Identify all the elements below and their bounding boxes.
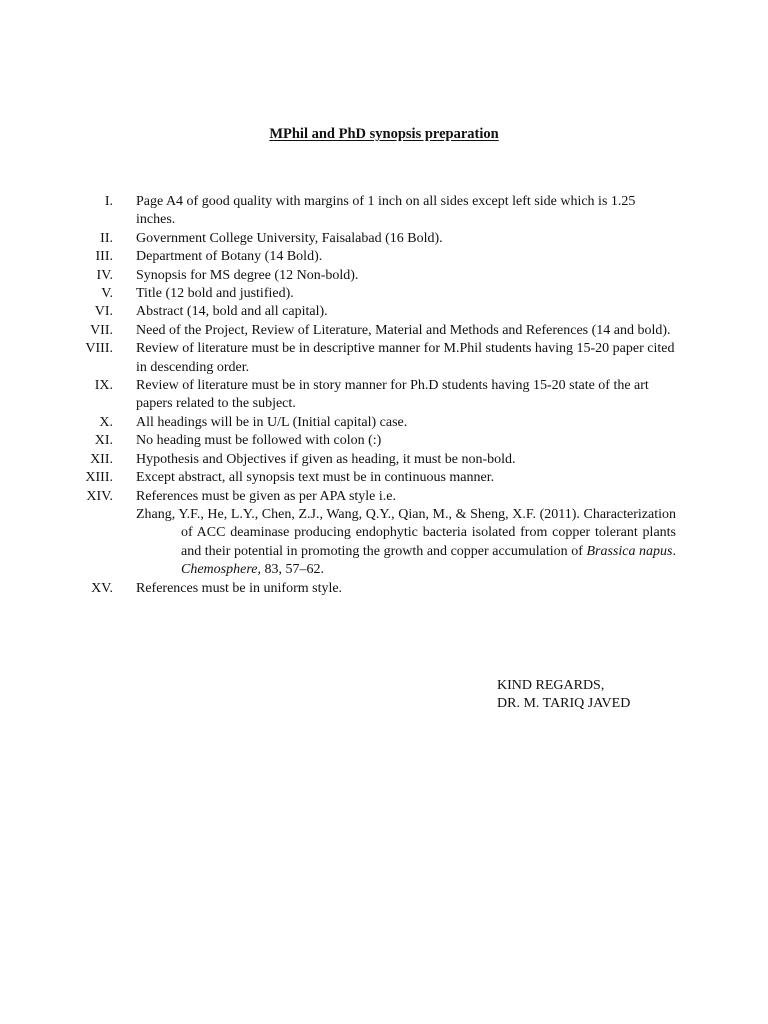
item-numeral: XII.: [90, 451, 113, 467]
list-item: [0, 414, 768, 432]
reference-prefix: Zhang, Y.F., He, L.Y., Chen, Z.J., Wang, Q.Y., Qian, M., & Sheng, X.F. (2011). Characterization of ACC deaminase producing endophytic bacteria isolated from copper tolerant plants and their potential in promoting the growth and copper accumulation of: [136, 506, 676, 559]
item-numeral: IX.: [94, 378, 113, 394]
list-item: [0, 285, 768, 303]
list-item: [0, 248, 768, 266]
list-item: [0, 230, 768, 248]
item-numeral: VI.: [94, 304, 113, 320]
item-numeral: XV.: [91, 580, 113, 596]
item-text: References must be in uniform style.: [136, 580, 343, 596]
reference-example: [136, 506, 676, 580]
item-text: Hypothesis and Objectives if given as heading, it must be non-bold.: [136, 451, 516, 467]
item-numeral: I.: [104, 194, 113, 209]
list-item: [0, 432, 768, 450]
signoff-block: [497, 677, 630, 714]
item-text: Page A4 of good quality with margins of 1 inch on all sides except left side which is 1.25 inches.: [136, 194, 636, 228]
item-numeral: X.: [99, 414, 113, 430]
item-text: Government College University, Faisalabad (16 Bold).: [136, 230, 443, 246]
item-text: Abstract (14, bold and all capital).: [136, 304, 328, 320]
list-item: [0, 451, 768, 469]
list-item: [0, 267, 768, 285]
item-numeral: V.: [101, 286, 113, 302]
item-numeral: II.: [100, 230, 113, 246]
item-numeral: XIII.: [85, 470, 113, 486]
item-numeral: VII.: [90, 322, 113, 338]
item-text: Except abstract, all synopsis text must be in continuous manner.: [136, 470, 495, 486]
reference-suffix: 83, 57–62.: [260, 562, 324, 578]
list-item: [0, 340, 768, 377]
item-text: Review of literature must be in story manner for Ph.D students having 15-20 state of the art papers related to the subject.: [136, 378, 649, 412]
item-text: No heading must be followed with colon (:): [136, 433, 382, 449]
item-text: Synopsis for MS degree (12 Non-bold).: [136, 267, 359, 283]
list-item: [0, 303, 768, 321]
item-numeral: XI.: [94, 433, 113, 449]
list-item: [0, 377, 768, 414]
item-numeral: VIII.: [85, 341, 113, 357]
item-text: All headings will be in U/L (Initial capital) case.: [136, 414, 408, 430]
list-item: [0, 469, 768, 487]
signoff-regards: KIND REGARDS,: [497, 678, 605, 693]
item-text: Review of literature must be in descriptive manner for M.Phil students having 15-20 paper cited in descending order.: [136, 341, 675, 375]
list-item: [0, 580, 768, 598]
item-text: References must be given as per APA style i.e.: [136, 488, 396, 504]
guideline-list: [0, 193, 768, 598]
reference-separator: .: [672, 543, 676, 559]
item-text: Department of Botany (14 Bold).: [136, 249, 323, 265]
list-item: [0, 193, 768, 230]
document-title: MPhil and PhD synopsis preparation: [269, 126, 499, 142]
list-item: [0, 322, 768, 340]
list-item: [0, 488, 768, 580]
reference-journal: Chemosphere,: [181, 562, 261, 578]
signoff-name: DR. M. TARIQ JAVED: [497, 696, 631, 712]
reference-species: Brassica napus: [586, 543, 673, 559]
item-numeral: IV.: [96, 267, 113, 283]
item-numeral: XIV.: [86, 488, 113, 504]
item-text: Title (12 bold and justified).: [136, 286, 294, 302]
item-numeral: III.: [95, 249, 113, 265]
item-text: Need of the Project, Review of Literature, Material and Methods and References (14 and bold).: [136, 322, 671, 338]
